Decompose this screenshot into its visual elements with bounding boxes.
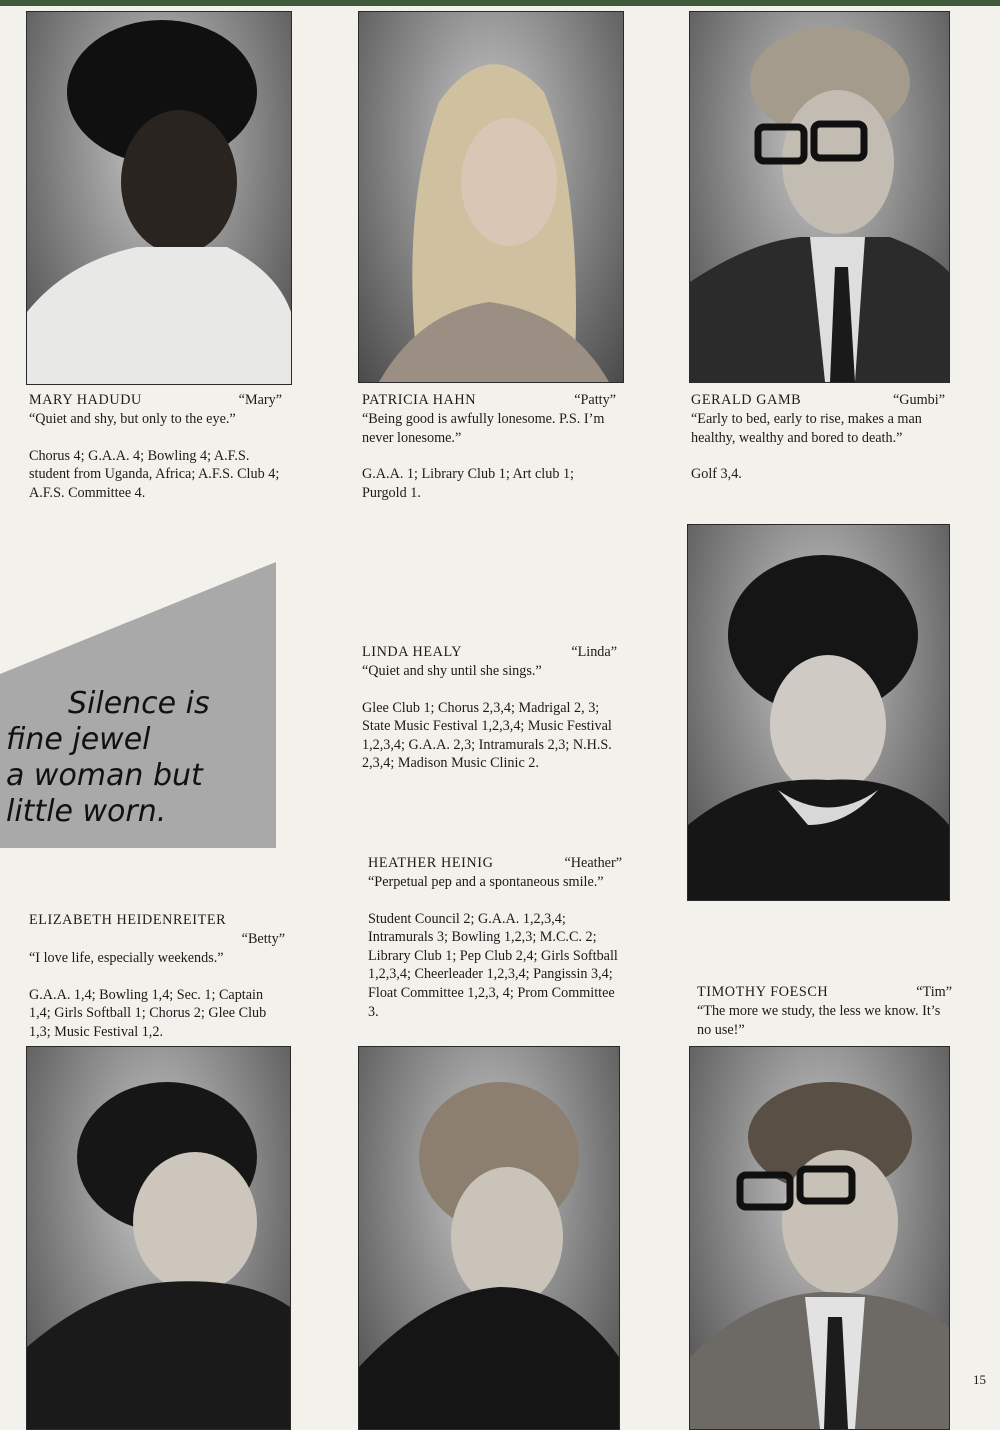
student-activities: Chorus 4; G.A.A. 4; Bowling 4; A.F.S. student from Uganda, Africa; A.F.S. Club 4; A.F.S. Committee 4. [29, 447, 280, 501]
student-name: MARY HADUDU [29, 392, 142, 408]
student-nickname: “Gumbi” [892, 392, 945, 408]
student-nickname: “Mary” [238, 392, 282, 408]
photo-heather-heinig [358, 1046, 620, 1430]
quote-line: Silence is [68, 686, 210, 721]
page-number: 15 [973, 1372, 986, 1387]
student-quote: “Early to bed, early to rise, makes a man healthy, wealthy and bored to death.” [691, 411, 922, 446]
student-name: PATRICIA HAHN [362, 392, 477, 408]
top-border [0, 0, 1000, 6]
entry-heather-heinig [368, 854, 622, 1021]
student-nickname: “Tim” [916, 984, 952, 1000]
student-quote: “The more we study, the less we know. It’s no use!” [697, 1003, 941, 1038]
student-name: ELIZABETH HEIDENREITER [29, 912, 227, 928]
student-activities: Glee Club 1; Chorus 2,3,4; Madrigal 2, 3; State Music Festival 1,2,3,4; Music Festival 1,2,3,4; G.A.A. 2,3; Intramurals 2,3; N.H.S. 2,3,4; Madison Music Clinic 2. [362, 699, 612, 772]
photo-gerald-gamb [689, 11, 950, 383]
student-activities: G.A.A. 1,4; Bowling 1,4; Sec. 1; Captain 1,4; Girls Softball 1; Chorus 2; Glee Club 1,3; Music Festival 1,2. [29, 986, 267, 1040]
quote-panel [0, 562, 276, 848]
student-name: HEATHER HEINIG [368, 855, 494, 871]
student-quote: “I love life, especially weekends.” [29, 950, 224, 966]
student-nickname: “Patty” [574, 392, 616, 408]
entry-gerald-gamb [691, 391, 945, 484]
student-quote: “Being good is awfully lonesome. P.S. I’m never lonesome.” [362, 411, 605, 446]
entry-timothy-foesch [697, 983, 952, 1039]
photo-elizabeth-heidenreiter [26, 1046, 291, 1430]
entry-patricia-hahn [362, 391, 616, 502]
student-name: TIMOTHY FOESCH [697, 984, 829, 1000]
student-nickname: “Betty” [241, 931, 285, 947]
student-activities: Golf 3,4. [691, 466, 742, 483]
student-quote: “Perpetual pep and a spontaneous smile.” [368, 874, 604, 890]
quote-line: little worn. [6, 794, 167, 829]
entry-mary-hadudu [29, 391, 282, 502]
entry-elizabeth-heidenreiter [29, 911, 285, 1041]
student-quote: “Quiet and shy, but only to the eye.” [29, 411, 236, 427]
quote-line: fine jewel [6, 722, 151, 757]
student-activities: G.A.A. 1; Library Club 1; Art club 1; Purgold 1. [362, 466, 575, 501]
handwritten-quote [6, 686, 276, 830]
student-quote: “Quiet and shy until she sings.” [362, 663, 542, 679]
student-name: LINDA HEALY [362, 644, 463, 660]
student-nickname: “Heather” [564, 855, 622, 871]
photo-patricia-hahn [358, 11, 624, 383]
photo-timothy-foesch [689, 1046, 950, 1430]
photo-linda-healy [687, 524, 950, 901]
entry-linda-healy [362, 643, 617, 773]
quote-line: a woman but [6, 758, 203, 793]
student-activities: Student Council 2; G.A.A. 1,2,3,4; Intramurals 3; Bowling 1,2,3; M.C.C. 2; Library Club 1; Pep Club 2,4; Girls Softball 1,2,3,4; Cheerleader 1,2,3,4; Pangissin 3,4; Float Committee 1,2,3, 4; Prom Committee 3. [368, 910, 618, 1020]
photo-mary-hadudu [26, 11, 292, 385]
student-name: GERALD GAMB [691, 392, 802, 408]
student-nickname: “Linda” [571, 644, 617, 660]
